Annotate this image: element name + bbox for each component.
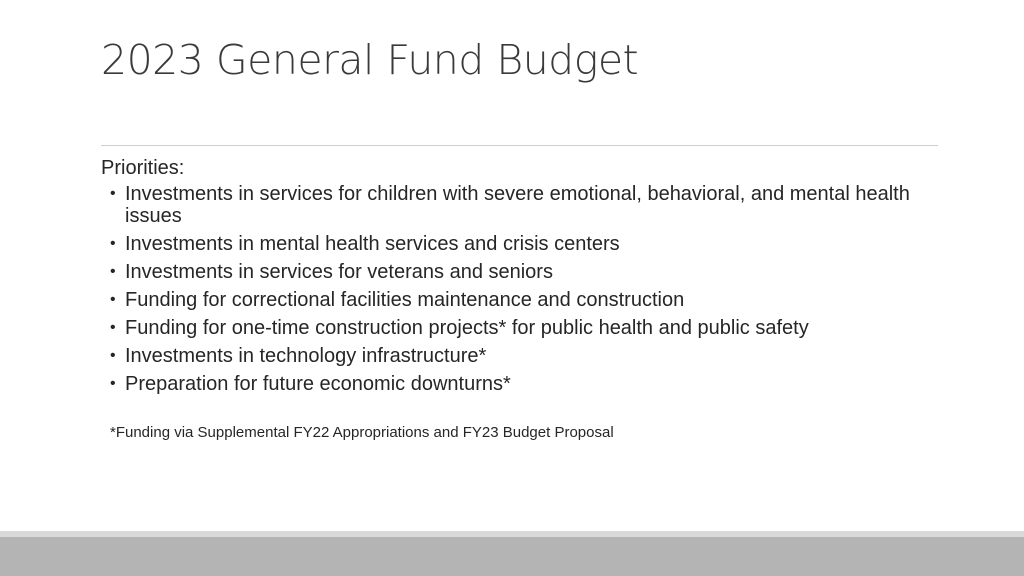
bullet-dot-icon: • — [110, 235, 116, 252]
bullet-dot-icon: • — [110, 319, 116, 336]
priority-item-text: Investments in services for children with severe emotional, behavioral, and mental health issues — [125, 183, 910, 227]
priority-item — [110, 261, 921, 283]
funding-footnote: *Funding via Supplemental FY22 Appropriations and FY23 Budget Proposal — [110, 424, 614, 441]
priority-item — [110, 317, 921, 339]
priority-item-text: Funding for one-time construction projects* for public health and public safety — [125, 317, 809, 339]
title-divider — [101, 145, 938, 146]
priority-item-text: Investments in mental health services and crisis centers — [125, 233, 620, 255]
bullet-dot-icon: • — [110, 263, 116, 280]
slide-title: 2023 General Fund Budget — [101, 36, 639, 84]
priority-item — [110, 345, 921, 367]
bullet-dot-icon: • — [110, 375, 116, 392]
priority-item — [110, 233, 921, 255]
footer-bar — [0, 531, 1024, 576]
priority-item — [110, 183, 921, 227]
bullet-dot-icon: • — [110, 347, 116, 364]
priorities-list — [101, 183, 921, 395]
priorities-heading: Priorities: — [101, 157, 185, 179]
priority-item-text: Investments in technology infrastructure* — [125, 345, 487, 367]
priority-item-text: Preparation for future economic downturns* — [125, 373, 511, 395]
bullet-dot-icon: • — [110, 185, 116, 202]
slide-content — [101, 155, 921, 443]
bullet-dot-icon: • — [110, 291, 116, 308]
priority-item — [110, 373, 921, 395]
priority-item-text: Funding for correctional facilities maintenance and construction — [125, 289, 685, 311]
priority-item — [110, 289, 921, 311]
priority-item-text: Investments in services for veterans and seniors — [125, 261, 553, 283]
